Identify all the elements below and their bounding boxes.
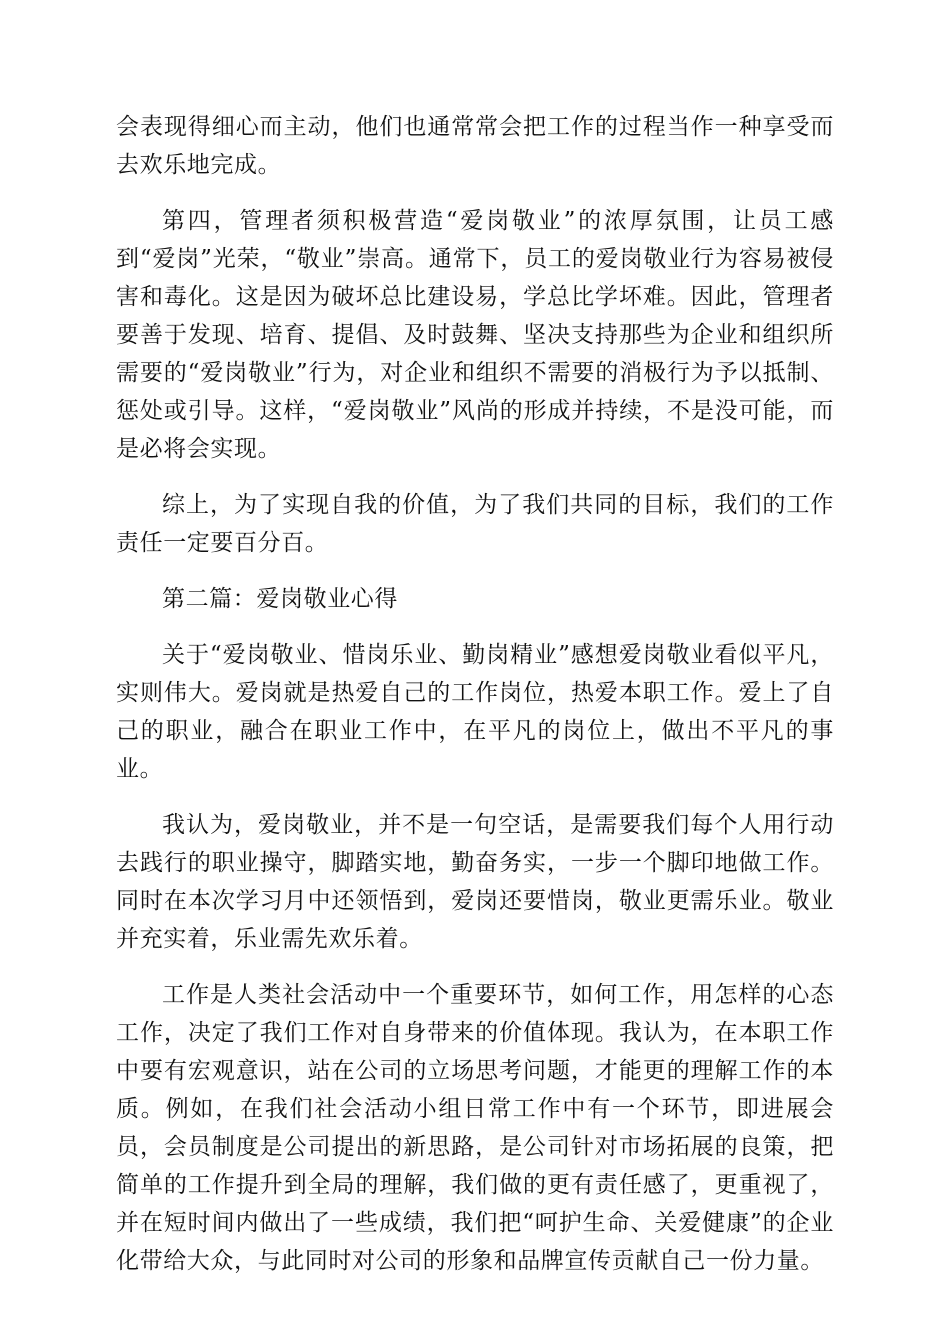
- section-heading: 第二篇：爱岗敬业心得: [162, 586, 398, 612]
- paragraph-intro: 关于“爱岗敬业、惜岗乐业、勤岗精业”感想爱岗敬业看似平凡，实则伟大。爱岗就是热爱自己的工作岗位，热爱本职工作。爱上了自己的职业，融合在职业工作中，在平凡的岗位上，做出不平凡的事业。: [116, 642, 834, 782]
- paragraph-continuation: 会表现得细心而主动，他们也通常常会把工作的过程当作一种享受而去欢乐地完成。: [116, 114, 834, 178]
- document-page: [116, 108, 834, 1298]
- paragraph-opinion: 我认为，爱岗敬业，并不是一句空话，是需要我们每个人用行动去践行的职业操守，脚踏实地，勤奋务实，一步一个脚印地做工作。同时在本次学习月中还领悟到，爱岗还要惜岗，敬业更需乐业。敬业并充实着，乐业需先欢乐着。: [116, 812, 834, 952]
- paragraph-work: 工作是人类社会活动中一个重要环节，如何工作，用怎样的心态工作，决定了我们工作对自身带来的价值体现。我认为，在本职工作中要有宏观意识，站在公司的立场思考问题，才能更的理解工作的本质。例如，在我们社会活动小组日常工作中有一个环节，即进展会员，会员制度是公司提出的新思路，是公司针对市场拓展的良策，把简单的工作提升到全局的理解，我们做的更有责任感了，更重视了，并在短时间内做出了一些成绩，我们把“呵护生命、关爱健康”的企业化带给大众，与此同时对公司的形象和品牌宣传贡献自己一份力量。: [116, 982, 834, 1274]
- paragraph-fourth-point: 第四，管理者须积极营造“爱岗敬业”的浓厚氛围，让员工感到“爱岗”光荣，“敬业”崇高。通常下，员工的爱岗敬业行为容易被侵害和毒化。这是因为破坏总比建设易，学总比学坏难。因此，管理者要善于发现、培育、提倡、及时鼓舞、坚决支持那些为企业和组织所需要的“爱岗敬业”行为，对企业和组织不需要的消极行为予以抵制、惩处或引导。这样，“爱岗敬业”风尚的形成并持续，不是没可能，而是必将会实现。: [116, 208, 834, 462]
- paragraph-summary: 综上，为了实现自我的价值，为了我们共同的目标，我们的工作责任一定要百分百。: [116, 492, 834, 556]
